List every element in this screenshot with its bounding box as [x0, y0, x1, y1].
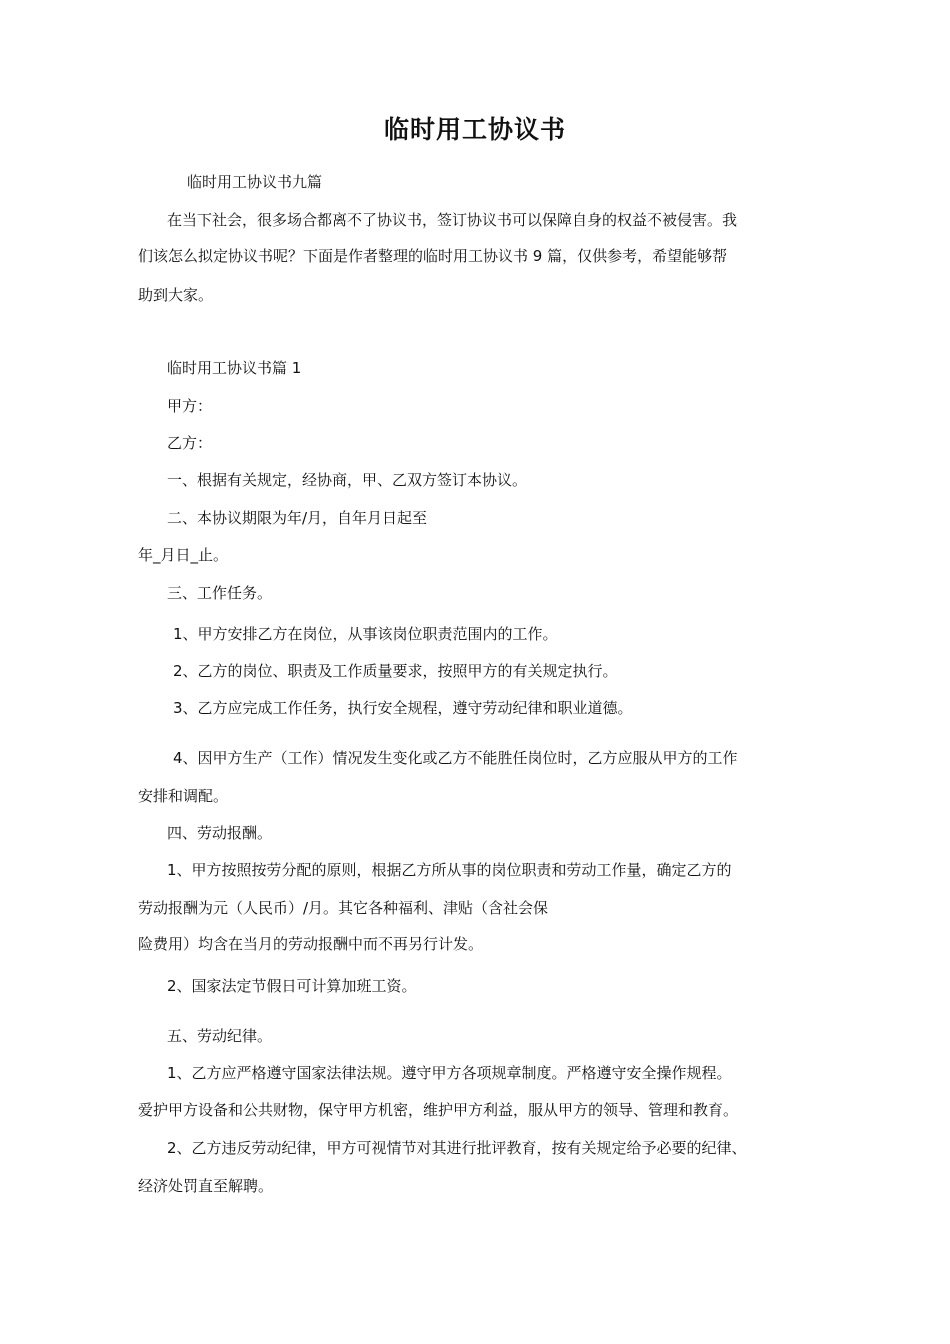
clause-item: 1、甲方按照按劳分配的原则，根据乙方所从事的岗位职责和劳动工作量，确定乙方的	[167, 861, 732, 879]
clause-item: 2、国家法定节假日可计算加班工资。	[167, 977, 417, 995]
party-b-line: 乙方：	[167, 434, 213, 452]
clause-item: 爱护甲方设备和公共财物，保守甲方机密，维护甲方利益，服从甲方的领导、管理和教育。	[138, 1101, 739, 1119]
clause-item: 3、乙方应完成工作任务，执行安全规程，遵守劳动纪律和职业道德。	[173, 699, 633, 717]
intro-line: 助到大家。	[138, 286, 214, 304]
clause-item: 2、乙方的岗位、职责及工作质量要求，按照甲方的有关规定执行。	[173, 662, 618, 680]
clause-item: 4、因甲方生产（工作）情况发生变化或乙方不能胜任岗位时，乙方应服从甲方的工作	[173, 749, 738, 767]
section-heading: 临时用工协议书篇 1	[167, 359, 302, 377]
document-title: 临时用工协议书	[383, 115, 566, 144]
document-subtitle: 临时用工协议书九篇	[187, 173, 323, 191]
clause-item: 1、甲方安排乙方在岗位，从事该岗位职责范围内的工作。	[173, 625, 558, 643]
clause-item: 1、乙方应严格遵守国家法律法规。遵守甲方各项规章制度。严格遵守安全操作规程。	[167, 1064, 732, 1082]
clause-line: 二、本协议期限为年/月，自年月日起至	[167, 509, 428, 527]
intro-line: 在当下社会，很多场合都离不了协议书，签订协议书可以保障自身的权益不被侵害。我	[167, 211, 738, 229]
clause-heading: 四、劳动报酬。	[167, 824, 273, 842]
clause-line: 年_月日_止。	[138, 546, 229, 564]
clause-item: 劳动报酬为元（人民币）/月。其它各种福利、津贴（含社会保	[138, 899, 549, 917]
clause-item: 经济处罚直至解聘。	[138, 1177, 274, 1195]
clause-item: 2、乙方违反劳动纪律，甲方可视情节对其进行批评教育，按有关规定给予必要的纪律、	[167, 1139, 747, 1157]
clause-heading: 五、劳动纪律。	[167, 1027, 273, 1045]
clause-item: 险费用）均含在当月的劳动报酬中而不再另行计发。	[138, 935, 484, 953]
intro-line: 们该怎么拟定协议书呢？下面是作者整理的临时用工协议书 9 篇，仅供参考，希望能够帮	[138, 247, 728, 265]
clause-item: 安排和调配。	[138, 787, 229, 805]
clause-line: 一、根据有关规定，经协商，甲、乙双方签订本协议。	[167, 471, 528, 489]
clause-heading: 三、工作任务。	[167, 584, 273, 602]
party-a-line: 甲方：	[167, 397, 213, 415]
